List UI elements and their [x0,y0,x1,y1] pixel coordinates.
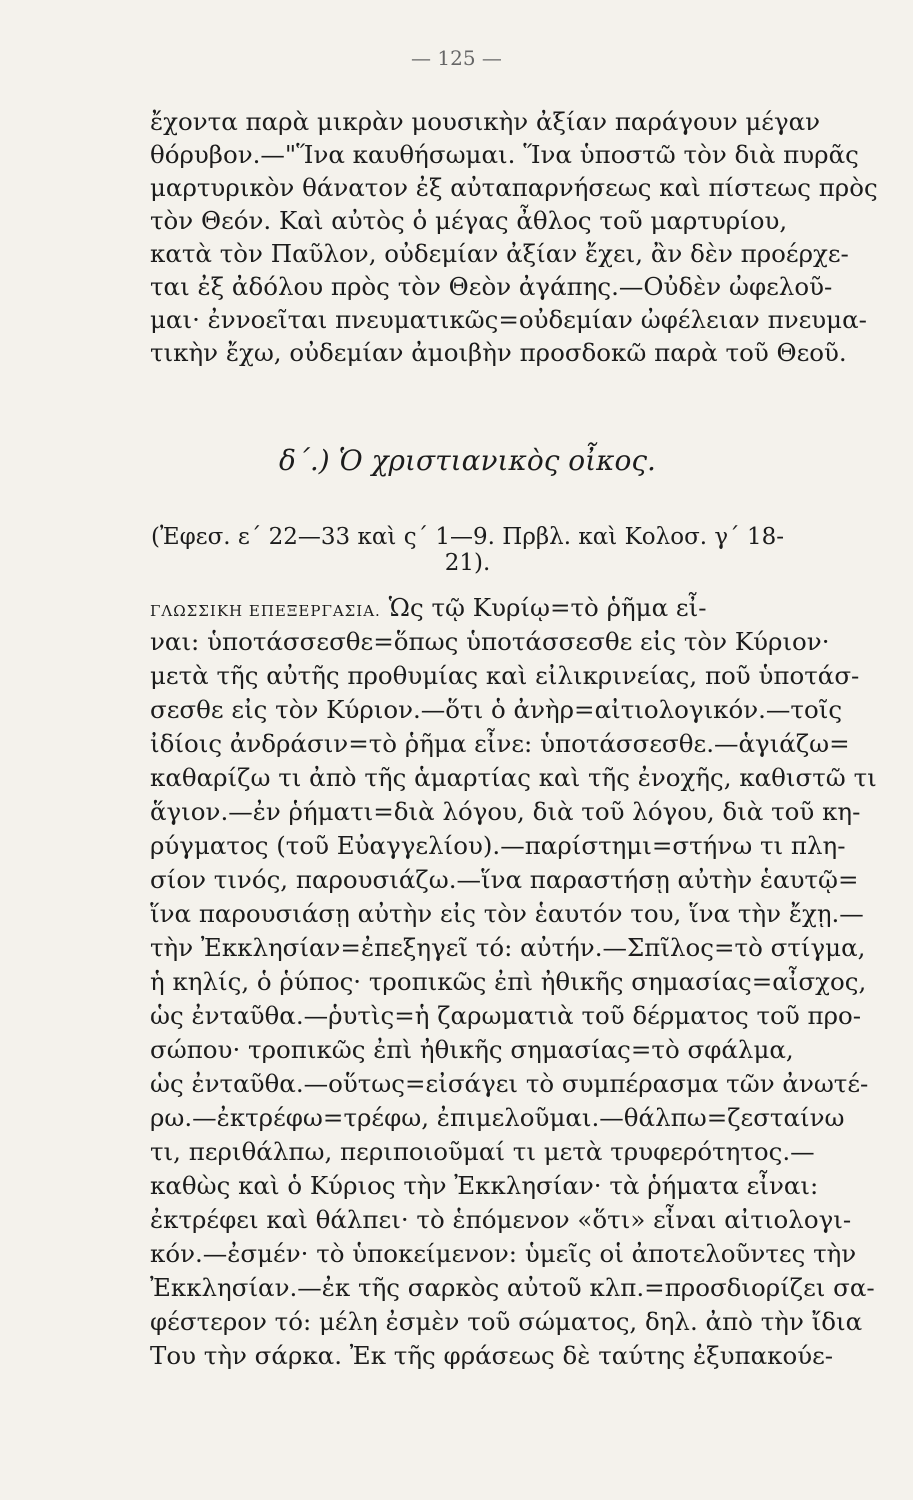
text-line: καθὼς καὶ ὁ Κύριος τὴν Ἐκκλησίαν· τὰ ῥήματα εἶναι: [150,1171,819,1200]
text-line: θόρυβον.—"Ἵνα καυθήσωμαι. Ἵνα ὑποστῶ τὸν διὰ πυρᾶς [150,140,859,169]
text-line: κατὰ τὸν Παῦλον, οὐδεμίαν ἀξίαν ἔχει, ἂν δὲν προέρχε- [150,239,849,268]
text-span: Ὡς τῷ Κυρίῳ=τὸ ῥῆμα εἶ- [388,593,707,622]
text-line: τι, περιθάλπω, περιποιοῦμαί τι μετὰ τρυφερότητος.— [150,1137,815,1166]
text-line: τὸν Θεόν. Καὶ αὐτὸς ὁ μέγας ἆθλος τοῦ μαρτυρίου, [150,206,788,235]
text-line: ρω.—ἐκτρέφω=τρέφω, ἐπιμελοῦμαι.—θάλπω=ζεσταίνω [150,1103,845,1132]
text-line: τικὴν ἔχω, οὐδεμίαν ἀμοιβὴν προσδοκῶ παρὰ τοῦ Θεοῦ. [150,338,847,367]
text-line: φέστερον τό: μέλη ἐσμὲν τοῦ σώματος, δηλ. ἀπὸ τὴν ἴδια [150,1307,863,1336]
text-line: μετὰ τῆς αὐτῆς προθυμίας καὶ εἰλικρινείας, ποῦ ὑποτάσ- [150,661,860,690]
text-line: ἔχοντα παρὰ μικρὰν μουσικὴν ἀξίαν παράγουν μέγαν [150,107,821,136]
text-line: Του τὴν σάρκα. Ἐκ τῆς φράσεως δὲ ταύτης ἐξυπακούε- [150,1341,834,1370]
text-line: ἅγιον.—ἐν ῥήματι=διὰ λόγου, διὰ τοῦ λόγου, διὰ τοῦ κη- [150,797,861,826]
text-line: ὡς ἐνταῦθα.—ῥυτὶς=ἡ ζαρωματιὰ τοῦ δέρματος τοῦ προ- [150,1001,862,1030]
text-line: ναι: ὑποτάσσεσθε=ὅπως ὑποτάσσεσθε εἰς τὸν Κύριον· [150,627,830,656]
text-line: μαρτυρικὸν θάνατον ἐξ αὐταπαρνήσεως καὶ πίστεως πρὸς [150,173,878,202]
text-line: ἰδίοις ἀνδράσιν=τὸ ῥῆμα εἶνε: ὑποτάσσεσθε.—ἁγιάζω= [150,729,850,758]
text-line: Ἐκκλησίαν.—ἐκ τῆς σαρκὸς αὐτοῦ κλπ.=προσδιορίζει σα- [150,1273,875,1302]
text-line: σεσθε εἰς τὸν Κύριον.—ὅτι ὁ ἀνὴρ=αἰτιολογικόν.—τοῖς [150,695,843,724]
text-line: σώπου· τροπικῶς ἐπὶ ἠθικῆς σημασίας=τὸ σφάλμα, [150,1035,794,1064]
scripture-reference: (Ἐφεσ. ε΄ 22—33 καὶ ς΄ 1—9. Πρβλ. καὶ Κολοσ. γ΄ 18-21). [150,524,784,576]
text-line: μαι· ἐννοεῖται πνευματικῶς=οὐδεμίαν ὠφέλειαν πνευμα- [150,305,867,334]
text-line: ρύγματος (τοῦ Εὐαγγελίου).—παρίστημι=στήνω τι πλη- [150,831,846,860]
text-line: ται ἐξ ἀδόλου πρὸς τὸν Θεὸν ἀγάπης.—Οὐδὲν ὠφελοῦ- [150,272,833,301]
text-line: ὡς ἐνταῦθα.—οὕτως=εἰσάγει τὸ συμπέρασμα τῶν ἀνωτέ- [150,1069,869,1098]
text-line: σίον τινός, παρουσιάζω.—ἵνα παραστήσῃ αὐτὴν ἑαυτῷ= [150,865,859,894]
text-line: ἐκτρέφει καὶ θάλπει· τὸ ἑπόμενον «ὅτι» εἶναι αἰτιολογι- [150,1205,852,1234]
page-number: — 125 — [411,46,502,70]
gloss-label: ΓΛΩΣΣΙΚΗ ΕΠΕΞΕΡΓΑΣΙΑ. [150,602,381,620]
text-line [150,592,785,627]
section-heading: δ΄.) Ὁ χριστιανικὸς οἶκος. [279,444,656,477]
text-line: τὴν Ἐκκλησίαν=ἐπεξηγεῖ τό: αὐτήν.—Σπῖλος=τὸ στίγμα, [150,933,866,962]
text-line: ἵνα παρουσιάσῃ αὐτὴν εἰς τὸν ἑαυτόν του, ἵνα τὴν ἔχῃ.— [150,899,864,928]
text-line: καθαρίζω τι ἀπὸ τῆς ἁμαρτίας καὶ τῆς ἐνοχῆς, καθιστῶ τι [150,763,877,792]
text-line: κόν.—ἐσμέν· τὸ ὑποκείμενον: ὑμεῖς οἱ ἀποτελοῦντες τὴν [150,1239,857,1268]
text-line: ἡ κηλίς, ὁ ῥύπος· τροπικῶς ἐπὶ ἠθικῆς σημασίας=αἶσχος, [150,967,867,996]
